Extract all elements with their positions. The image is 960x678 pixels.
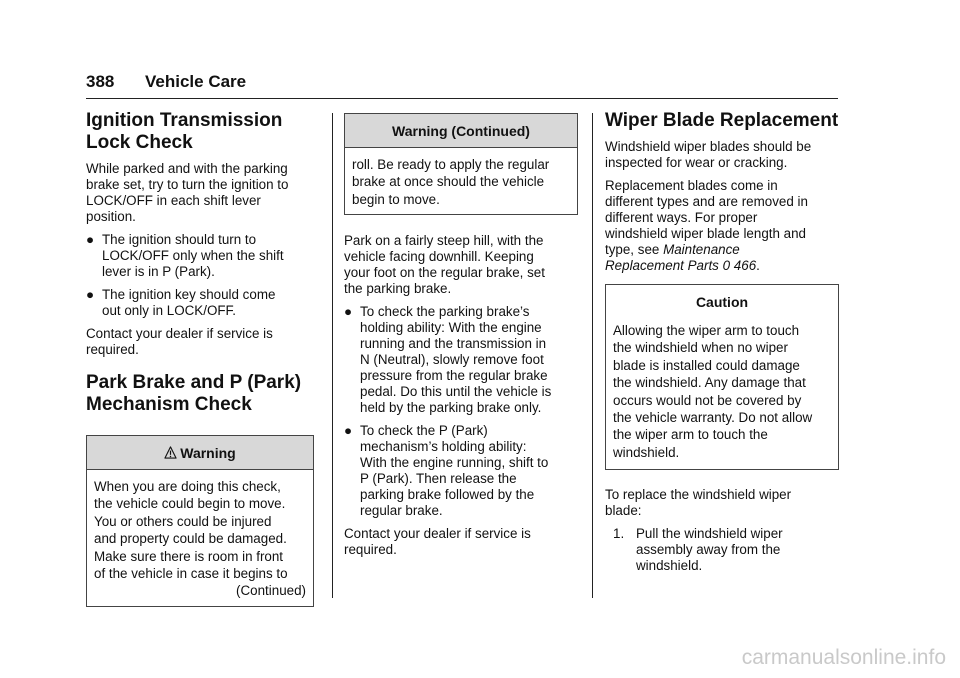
paragraph: Contact your dealer if service is required.	[86, 326, 273, 357]
column-1	[86, 110, 314, 607]
bullet-icon: ●	[344, 423, 353, 439]
list-item: ● The ignition should turn to LOCK/OFF only when the shift lever is in P (Park).	[86, 232, 284, 279]
warning-body: roll. Be ready to apply the regular brake at once should the vehicle begin to move.	[352, 157, 550, 207]
caution-header: Caution	[606, 285, 838, 318]
numbered-step: 1. Pull the windshield wiper assembly away from the windshield.	[613, 526, 783, 574]
bullet-icon: ●	[344, 304, 353, 320]
heading-park-brake-check	[86, 372, 314, 416]
heading-wiper-blade-replacement: Wiper Blade Replacement	[605, 110, 839, 131]
column-2	[344, 113, 578, 558]
continued-label: (Continued)	[236, 583, 306, 599]
heading-ignition-lock-check	[86, 110, 314, 154]
list-item: ● To check the parking brake’s holding ability: With the engine running and the transmission in N (Neutral), slowly remove foot pressure from the regular brake pedal. Do this until the vehicle is held by the parking brake only.	[344, 304, 552, 416]
paragraph: Replacement blades come in different types and are removed in different ways. For proper windshield wiper blade length and type, see Maintenance Replacement Parts 0 466.	[605, 178, 808, 273]
heading-line: Park Brake and P (Park)	[86, 372, 302, 393]
page-header	[86, 70, 838, 99]
bullet-icon: ●	[86, 287, 95, 302]
column-divider	[332, 113, 333, 598]
page-ref-link[interactable]: 466	[733, 258, 757, 273]
watermark: carmanualsonline.info	[741, 646, 946, 669]
step-number: 1.	[613, 526, 625, 542]
paragraph: Windshield wiper blades should be inspected for wear or cracking.	[605, 139, 812, 170]
warning-header: Warning (Continued)	[345, 114, 577, 148]
list-item: ● The ignition key should come out only in LOCK/OFF.	[86, 287, 276, 318]
section-title: Vehicle Care	[145, 72, 247, 91]
page-number: 388	[86, 72, 115, 91]
warning-triangle-icon	[164, 446, 177, 459]
warning-box	[86, 435, 314, 607]
warning-title: Warning	[180, 445, 236, 461]
list-item: ● To check the P (Park) mechanism’s holding ability: With the engine running, shift to P (Park). Then release the parking brake followed by the regular brake.	[344, 423, 549, 519]
paragraph: To replace the windshield wiper blade:	[605, 487, 792, 519]
paragraph: While parked and with the parking brake set, try to turn the ignition to LOCK/OFF in each shift lever position.	[86, 161, 289, 224]
warning-body: When you are doing this check, the vehicle could begin to move. You or others could be injured and property could be damaged. Make sure there is room in front of the vehicle in case it begins to (Continued)	[94, 479, 306, 599]
paragraph: Park on a fairly steep hill, with the vehicle facing downhill. Keeping your foot on the regular brake, set the parking brake.	[344, 233, 545, 297]
heading-line: Ignition Transmission	[86, 110, 283, 131]
bullet-icon: ●	[86, 232, 95, 247]
paragraph: Contact your dealer if service is required.	[344, 526, 531, 558]
caution-body: Allowing the wiper arm to touch the windshield when no wiper blade is installed could damage the windshield. Any damage that occurs would not be covered by the vehicle warranty. Do not allow the wiper arm to touch the windshield.	[613, 323, 813, 460]
heading-line: Lock Check	[86, 132, 193, 153]
column-3	[605, 110, 839, 574]
page-ref-symbol: 0	[722, 258, 731, 273]
maintenance-parts-link[interactable]: Maintenance Replacement Parts	[605, 242, 740, 273]
heading-line: Mechanism Check	[86, 394, 252, 415]
warning-continued-box	[344, 113, 578, 215]
warning-header	[87, 436, 313, 470]
column-divider	[592, 113, 593, 598]
caution-box	[605, 284, 839, 470]
